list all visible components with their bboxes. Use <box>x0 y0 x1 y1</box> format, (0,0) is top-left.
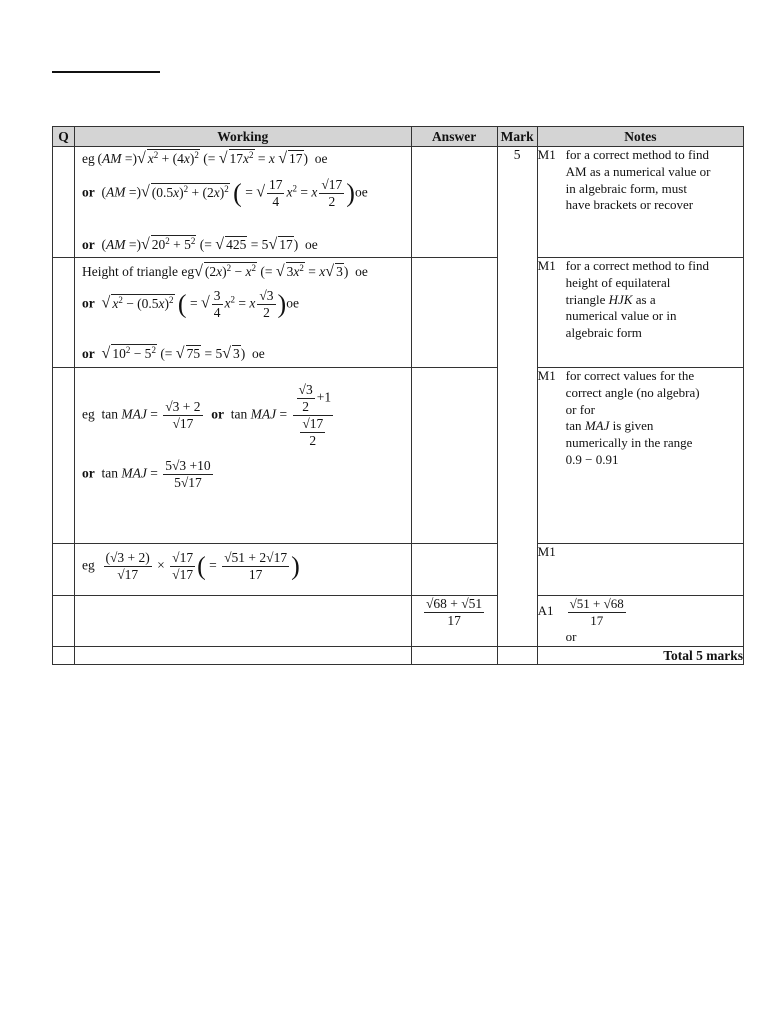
notes-cell <box>537 258 743 368</box>
col-header-mark: Mark <box>497 127 537 147</box>
note-line: height of equilateral <box>565 274 671 290</box>
notes-cell <box>537 544 743 596</box>
note-line: algebraic form <box>565 325 642 341</box>
col-header-answer: Answer <box>411 127 497 147</box>
header-row <box>53 127 744 147</box>
note-code: M1 <box>537 147 556 162</box>
note-line: have brackets or recover <box>565 197 694 213</box>
table-row <box>53 368 744 544</box>
note-line: AM as a numerical value or <box>565 163 711 179</box>
working-cell <box>75 258 411 368</box>
answer-cell <box>411 258 497 368</box>
final-answer: $\frac{√68 + √51}{17}$ <box>425 596 483 628</box>
working-line: eg $\frac{(√3 + 2)}{√17}$ × $\frac{√17}{√17}$ ( = $\frac{√51 + 2√17}{17}$ ) <box>82 550 300 582</box>
q-cell <box>53 147 75 258</box>
working-cell <box>75 596 411 647</box>
note-line: correct angle (no algebra) <box>565 384 700 400</box>
note-line: 0.9 − 0.91 <box>565 451 619 467</box>
note-code: M1 <box>537 368 556 383</box>
q-cell <box>53 258 75 368</box>
working-cell <box>75 147 411 258</box>
answer-cell <box>411 596 497 647</box>
note-line: triangle HJK as a <box>565 291 656 307</box>
note-line: in algebraic form, must <box>565 180 687 196</box>
table-row <box>53 147 744 258</box>
mark-cell <box>497 646 537 664</box>
note-line: or for <box>565 401 595 417</box>
col-header-notes: Notes <box>537 127 743 147</box>
notes-cell <box>537 368 743 544</box>
col-header-working: Working <box>75 127 411 147</box>
col-header-q: Q <box>53 127 75 147</box>
note-line: numerical value or in <box>565 308 677 324</box>
working-line: or (AM =)√ $(0.5x)^2 + (2x)^2$ ( = √ $\frac{17}{4}$ $x^2 = x$ $\frac{√17}{2}$ )oe <box>82 177 368 209</box>
working-cell <box>75 368 411 544</box>
answer-cell <box>411 646 497 664</box>
note-line: for a correct method to find <box>565 258 709 273</box>
note-line: tan MAJ is given <box>565 418 654 434</box>
q-cell <box>53 368 75 544</box>
note-line: or <box>565 629 577 644</box>
answer-cell <box>411 544 497 596</box>
working-line: or √ $x^2 - (0.5x)^2$ ( = √ $\frac{3}{4}$ $x^2 = x$ $\frac{√3}{2}$ )oe <box>82 288 299 320</box>
table-row <box>53 544 744 596</box>
alt-answer: $\frac{√51 + √68}{17}$ <box>569 596 624 628</box>
mark-cell: 5 <box>497 147 537 647</box>
notes-cell <box>537 596 743 647</box>
note-line: for correct values for the <box>565 368 695 383</box>
working-line: eg tan MAJ = $\frac{√3 + 2}{√17}$ or tan MAJ = $\frac{√3}{2}$ +1 $\frac{√17}{2}$ <box>82 382 332 448</box>
note-line: for a correct method to find <box>565 147 709 162</box>
answer-cell <box>411 147 497 258</box>
total-marks: Total 5 marks <box>537 646 743 664</box>
working-cell <box>75 646 411 664</box>
q-cell <box>53 646 75 664</box>
q-cell <box>53 596 75 647</box>
note-code: M1 <box>537 258 556 273</box>
working-line: eg (AM =)√ $x^2 + (4x)^2$ (= √ $17x^2 = x$ √ 17) oe <box>82 150 328 167</box>
table-row <box>53 596 744 647</box>
answer-cell <box>411 368 497 544</box>
q-cell <box>53 544 75 596</box>
working-cell <box>75 544 411 596</box>
table-row <box>53 258 744 368</box>
note-code: A1 <box>537 603 554 619</box>
working-line: or √ $10^2 - 5^2$ (= √ 75 = 5√ 3) oe <box>82 345 265 362</box>
header-rule <box>52 71 160 73</box>
note-line: numerically in the range <box>565 435 693 451</box>
working-line: or (AM =)√ $20^2 + 5^2$ (= √ 425 = 5√ 17) oe <box>82 236 318 253</box>
total-row <box>53 646 744 664</box>
mark-scheme-table <box>52 126 744 665</box>
working-line: Height of triangle eg√ $(2x)^2 - x^2$ (= √ $3x^2 = x√$ 3) oe <box>82 263 368 280</box>
working-line: or tan MAJ = $\frac{5√3 +10}{5√17}$ <box>82 458 211 490</box>
note-code: M1 <box>537 544 556 559</box>
notes-cell <box>537 147 743 258</box>
